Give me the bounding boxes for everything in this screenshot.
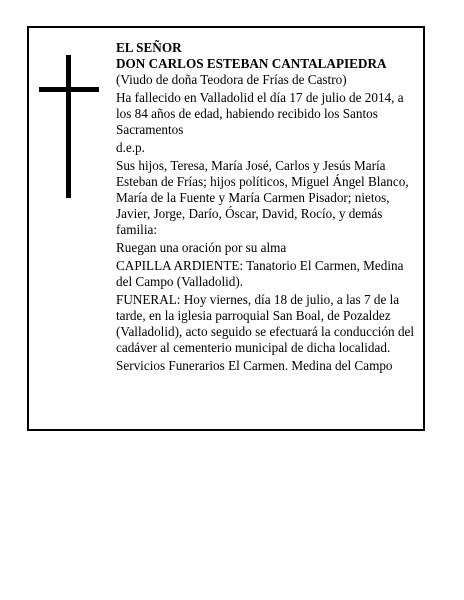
rip-abbreviation: d.e.p. (116, 140, 145, 155)
obituary-notice (27, 26, 425, 431)
notice-text (116, 40, 420, 376)
funeral-services: Servicios Funerarios El Carmen. Medina del Campo (116, 358, 393, 373)
cross-horizontal-bar (39, 87, 99, 92)
death-info: Ha fallecido en Valladolid el día 17 de julio de 2014, a los 84 años de edad, habiendo recibido los Santos Sacramentos (116, 90, 404, 137)
title-line-1: EL SEÑOR (116, 40, 182, 55)
prayer-request: Ruegan una oración por su alma (116, 240, 287, 255)
deceased-name: DON CARLOS ESTEBAN CANTALAPIEDRA (116, 56, 387, 71)
funeral-info: FUNERAL: Hoy viernes, día 18 de julio, a las 7 de la tarde, en la iglesia parroquial San Boal, de Pozaldez (Valladolid), acto seguido se efectuará la conducción del cadáver al cementerio municipal de dicha localidad. (116, 292, 415, 355)
family-list: Sus hijos, Teresa, María José, Carlos y Jesús María Esteban de Frías; hijos políticos, Miguel Ángel Blanco, María de la Fuente y María Carmen Pisador; nietos, Javier, Jorge, Darío, Óscar, David, Rocío, y demás familia: (116, 158, 409, 237)
chapel-info: CAPILLA ARDIENTE: Tanatorio El Carmen, Medina del Campo (Valladolid). (116, 258, 404, 289)
latin-cross-icon (39, 55, 99, 198)
widower-note: (Viudo de doña Teodora de Frías de Castro) (116, 72, 347, 87)
cross-vertical-bar (66, 55, 71, 198)
